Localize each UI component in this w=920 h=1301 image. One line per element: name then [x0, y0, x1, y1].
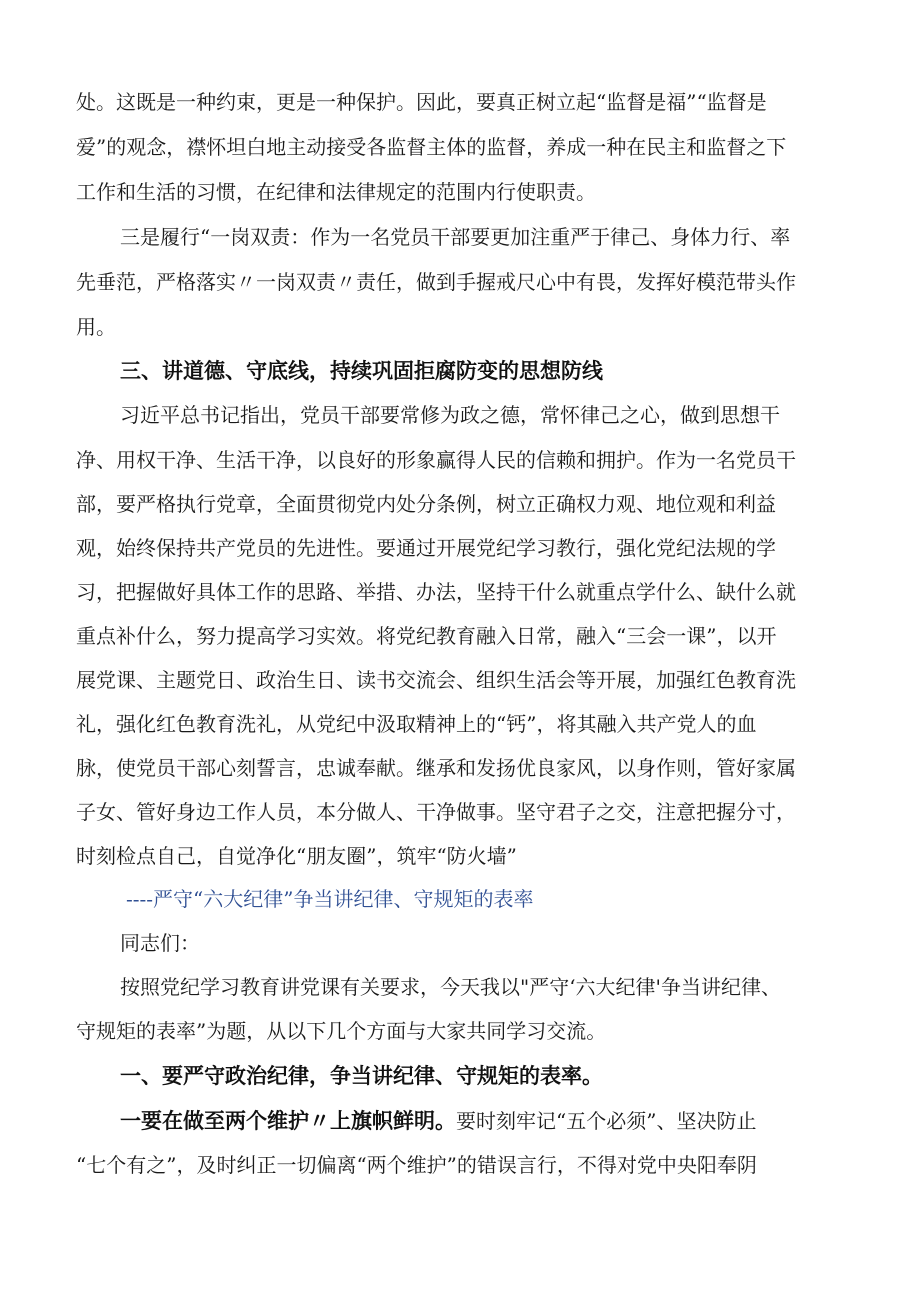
article-subtitle: ----严守“六大纪律”争当讲纪律、守规矩的表率 — [126, 887, 534, 911]
section-heading: 一、要严守政治纪律，争当讲纪律、守规矩的表率。 — [120, 1064, 603, 1088]
paragraph-text: 要时刻牢记“五个必须”、坚决防止 — [456, 1109, 757, 1133]
text-line: 守规矩的表率”为题，从以下几个方面与大家共同学习交流。 — [76, 1019, 607, 1043]
text-line: 脉，使党员干部心刻誓言，忠诚奉献。继承和发扬优良家风，以身作则，管好家属 — [76, 756, 796, 780]
text-line: 按照党纪学习教育讲党课有关要求，今天我以"严守‘六大纪律'争当讲纪律、 — [120, 975, 782, 999]
greeting: 同志们： — [120, 931, 200, 955]
text-line: 重点补什么，努力提高学习实效。将党纪教育融入日常，融入“三会一课”，以开 — [76, 624, 777, 648]
text-line: 观，始终保持共产党员的先进性。要通过开展党纪学习教行，强化党纪法规的学 — [76, 536, 776, 560]
text-line: 先垂范，严格落实〃一岗双责〃责任，做到手握戒尺心中有畏，发挥好模范带头作 — [76, 270, 796, 294]
text-line: 礼，强化红色教育洗礼，从党纪中汲取精神上的“钙”，将其融入共产党人的血 — [76, 712, 757, 736]
text-line: 部，要严格执行党章，全面贯彻党内处分条例，树立正确权力观、地位观和利益 — [76, 492, 776, 516]
text-line: 展党课、主题党日、政治生日、读书交流会、组织生活会等开展，加强红色教育洗 — [76, 668, 796, 692]
text-line: 三是履行“一岗双责：作为一名党员干部要更加注重严于律己、身体力行、率 — [120, 225, 791, 249]
text-line: 习近平总书记指出，党员干部要常修为政之德，常怀律己之心，做到思想干 — [120, 403, 780, 427]
text-line — [120, 1106, 756, 1136]
text-line: 子女、管好身边工作人员，本分做人、干净做事。坚守君子之交，注意把握分寸， — [76, 800, 796, 824]
text-line: 用。 — [76, 315, 116, 339]
text-line: 工作和生活的习惯，在纪律和法律规定的范围内行使职责。 — [76, 180, 596, 204]
text-line: 时刻检点自己，自觉净化“朋友圈”，筑牢“防火墙” — [76, 844, 517, 868]
text-line: “七个有之”，及时纠正一切偏离“两个维护”的错误言行，不得对党中央阳奉阴 — [76, 1153, 757, 1177]
paragraph-lead: 一要在做至两个维护〃上旗帜鲜明。 — [120, 1109, 456, 1133]
text-line: 爱”的观念，襟怀坦白地主动接受各监督主体的监督，养成一种在民主和监督之下 — [76, 135, 787, 159]
section-heading: 三、讲道德、守底线，持续巩固拒腐防变的思想防线 — [120, 359, 603, 383]
text-line: 净、用权干净、生活干净，以良好的形象赢得人民的信赖和拥护。作为一名党员干 — [76, 448, 796, 472]
text-line: 习，把握做好具体工作的思路、举措、办法，坚持干什么就重点学什么、缺什么就 — [76, 580, 796, 604]
text-line: 处。这既是一种约束，更是一种保护。因此，要真正树立起“监督是福”“监督是 — [76, 90, 767, 114]
